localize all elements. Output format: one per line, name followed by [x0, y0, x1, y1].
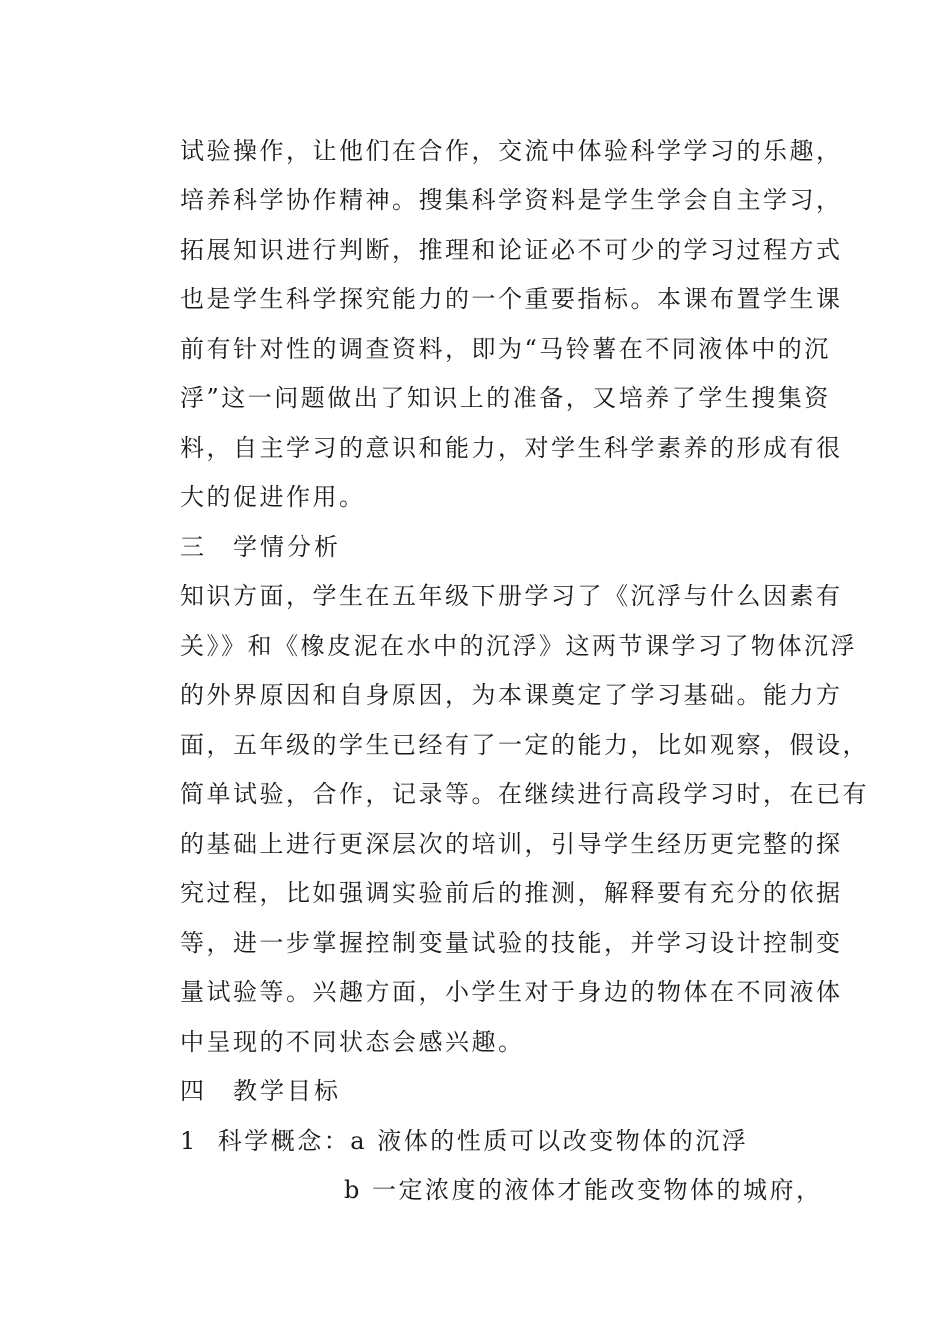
paragraph-line: 知识方面，学生在五年级下册学习了《沉浮与什么因素有 — [180, 582, 843, 610]
paragraph-line: 拓展知识进行判断，推理和论证必不可少的学习过程方式 — [180, 236, 843, 264]
goal-label: 科学概念： — [217, 1127, 351, 1155]
paragraph-line: 培养科学协作精神。搜集科学资料是学生学会自主学习， — [180, 186, 843, 214]
paragraph-line: 大的促进作用。 — [180, 483, 366, 511]
paragraph-line: 的基础上进行更深层次的培训，引导学生经历更完整的探 — [180, 830, 843, 858]
paragraph-line: 也是学生科学探究能力的一个重要指标。本课布置学生课 — [180, 285, 843, 313]
paragraph-line: 试验操作，让他们在合作，交流中体验科学学习的乐趣， — [180, 137, 843, 165]
paragraph-line: 关》》和《橡皮泥在水中的沉浮》这两节课学习了物体沉浮 — [180, 632, 857, 660]
paragraph-line: 中呈现的不同状态会感兴趣。 — [180, 1028, 525, 1056]
section-title: 学情分析 — [233, 533, 341, 561]
section-heading-teaching-goals — [180, 1076, 808, 1106]
goal-item-b: b 一定浓度的液体才能改变物体的城府， — [344, 1176, 823, 1204]
paragraph-line: 的外界原因和自身原因，为本课奠定了学习基础。能力方 — [180, 681, 843, 709]
section-number: 四 — [180, 1077, 207, 1105]
paragraph-line: 前有针对性的调查资料，即为“马铃薯在不同液体中的沉 — [180, 335, 831, 363]
section-title: 教学目标 — [233, 1077, 341, 1105]
paragraph-line: 究过程，比如强调实验前后的推测，解释要有充分的依据 — [180, 879, 843, 907]
section-heading-learning-analysis — [180, 532, 808, 562]
paragraph-line: 简单试验，合作，记录等。在继续进行高段学习时，在已有 — [180, 780, 869, 808]
goal-item-a: a 液体的性质可以改变物体的沉浮 — [350, 1127, 749, 1155]
goal-item-science-concept — [180, 1126, 808, 1156]
paragraph-line: 量试验等。兴趣方面，小学生对于身边的物体在不同液体 — [180, 978, 843, 1006]
section-number: 三 — [180, 533, 207, 561]
paragraph-line: 面，五年级的学生已经有了一定的能力，比如观察，假设， — [180, 731, 869, 759]
paragraph-line: 浮”这一问题做出了知识上的准备，又培养了学生搜集资 — [180, 384, 831, 412]
paragraph-line: 料，自主学习的意识和能力，对学生科学素养的形成有很 — [180, 434, 843, 462]
paragraph-line: 等，进一步掌握控制变量试验的技能，并学习设计控制变 — [180, 929, 843, 957]
goal-number: 1 — [180, 1127, 198, 1155]
